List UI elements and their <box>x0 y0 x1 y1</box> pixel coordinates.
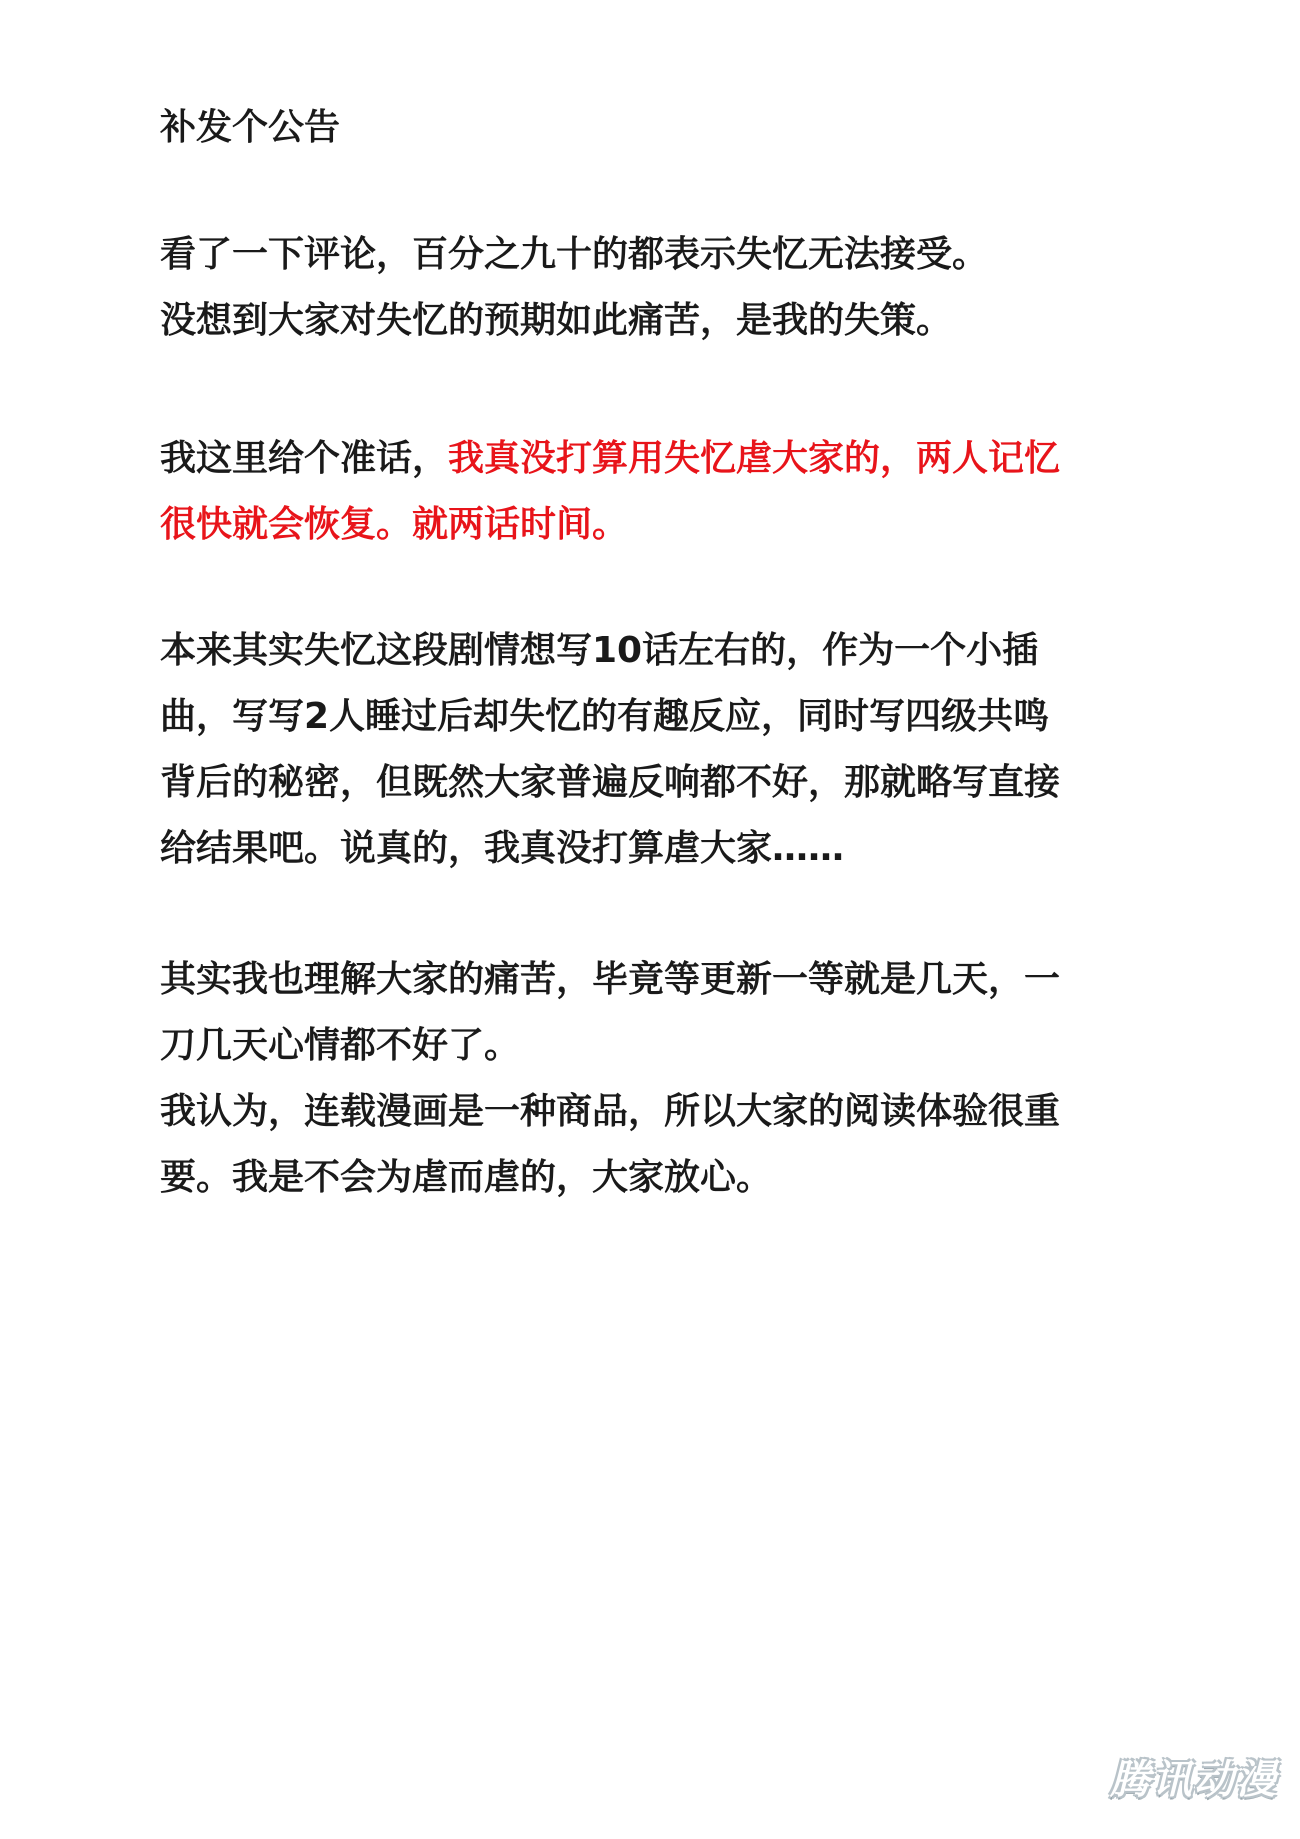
paragraph-comments <box>160 222 1180 354</box>
promise-lead-text: 我这里给个准话， <box>160 438 449 479</box>
paragraph-line: 其实我也理解大家的痛苦，毕竟等更新一等就是几天，一 <box>160 959 1061 1000</box>
paragraph-line: 看了一下评论，百分之九十的都表示失忆无法接受。 <box>160 234 989 275</box>
paragraph-line: 背后的秘密，但既然大家普遍反响都不好，那就略写直接 <box>160 762 1061 803</box>
highlighted-promise-text: 很快就会恢复。就两话时间。 <box>160 504 629 545</box>
paragraph-line: 本来其实失忆这段剧情想写10话左右的，作为一个小插 <box>160 630 1039 671</box>
highlighted-promise-text: 我真没打算用失忆虐大家的，两人记忆 <box>448 438 1061 479</box>
paragraph-line: 给结果吧。说真的，我真没打算虐大家…… <box>160 828 845 869</box>
paragraph-line: 要。我是不会为虐而虐的，大家放心。 <box>160 1157 773 1198</box>
paragraph-line: 我认为，连载漫画是一种商品，所以大家的阅读体验很重 <box>160 1091 1061 1132</box>
tencent-comic-watermark: 腾讯动漫 <box>1110 1757 1278 1803</box>
paragraph-reader-experience <box>160 947 1180 1211</box>
paragraph-line: 曲，写写2人睡过后却失忆的有趣反应，同时写四级共鸣 <box>160 696 1050 737</box>
paragraph-line: 刀几天心情都不好了。 <box>160 1025 521 1066</box>
paragraph-plot-plan <box>160 618 1180 882</box>
paragraph-line: 没想到大家对失忆的预期如此痛苦，是我的失策。 <box>160 300 953 341</box>
paragraph-promise <box>160 426 1180 558</box>
paragraph-line <box>160 426 1180 492</box>
announcement-title: 补发个公告 <box>160 107 341 148</box>
